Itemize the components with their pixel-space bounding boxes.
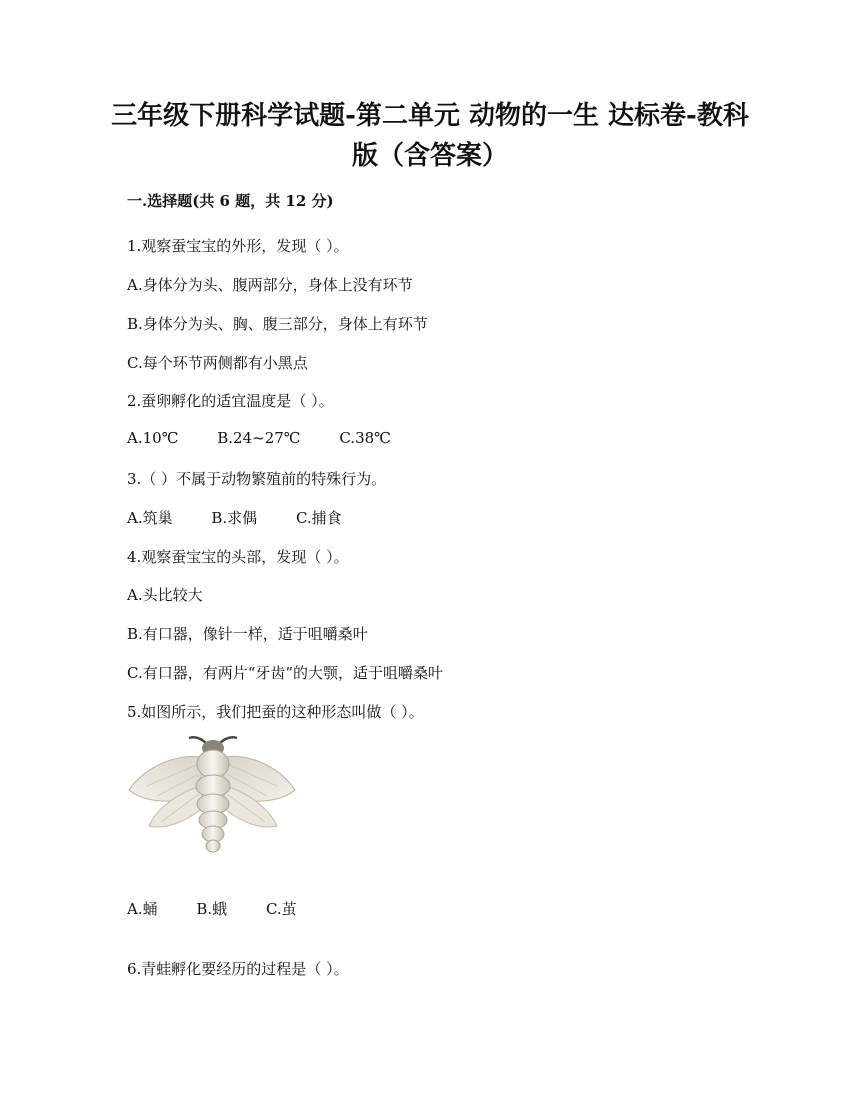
question-5-stem: 5.如图所示，我们把蚕的这种形态叫做（ ）。 (127, 703, 424, 721)
question-3-options (127, 507, 376, 528)
question-5-options (127, 898, 331, 919)
question-6-stem: 6.青蛙孵化要经历的过程是（ ）。 (127, 960, 349, 978)
question-1-option-c: C.每个环节两侧都有小黑点 (127, 354, 308, 372)
question-3-option-a: A.筑巢 (127, 509, 173, 527)
question-2-option-b: B.24~27℃ (217, 429, 301, 447)
question-4-stem: 4.观察蚕宝宝的头部，发现（ ）。 (127, 548, 349, 566)
question-1-option-a: A.身体分为头、腹两部分，身体上没有环节 (127, 276, 413, 294)
section-heading: 一.选择题(共 6 题，共 12 分) (127, 192, 334, 210)
question-5-option-c: C.茧 (265, 900, 297, 918)
question-4-option-c: C.有口器，有两片“牙齿”的大颚，适于咀嚼桑叶 (127, 664, 444, 682)
question-2-options (127, 429, 425, 447)
question-3-option-b: B.求偶 (211, 509, 258, 527)
question-3-option-c: C.捕食 (295, 509, 342, 527)
question-3-stem: 3.（ ）不属于动物繁殖前的特殊行为。 (127, 470, 387, 488)
question-2-option-c: C.38℃ (339, 429, 391, 447)
question-4-option-b: B.有口器，像针一样，适于咀嚼桑叶 (127, 625, 368, 643)
question-5-option-b: B.蛾 (196, 900, 228, 918)
document-title: 三年级下册科学试题-第二单元 动物的一生 达标卷-教科版（含答案） (111, 101, 749, 171)
question-4-option-a: A.头比较大 (127, 586, 203, 604)
question-2-option-a: A.10℃ (127, 429, 179, 447)
question-1-stem: 1.观察蚕宝宝的外形，发现（ ）。 (127, 237, 349, 255)
silkworm-moth-image (127, 734, 297, 860)
question-2-stem: 2.蚕卵孵化的适宜温度是（ ）。 (127, 392, 334, 410)
question-5-option-a: A.蛹 (127, 900, 158, 918)
question-1-option-b: B.身体分为头、胸、腹三部分，身体上有环节 (127, 315, 428, 333)
